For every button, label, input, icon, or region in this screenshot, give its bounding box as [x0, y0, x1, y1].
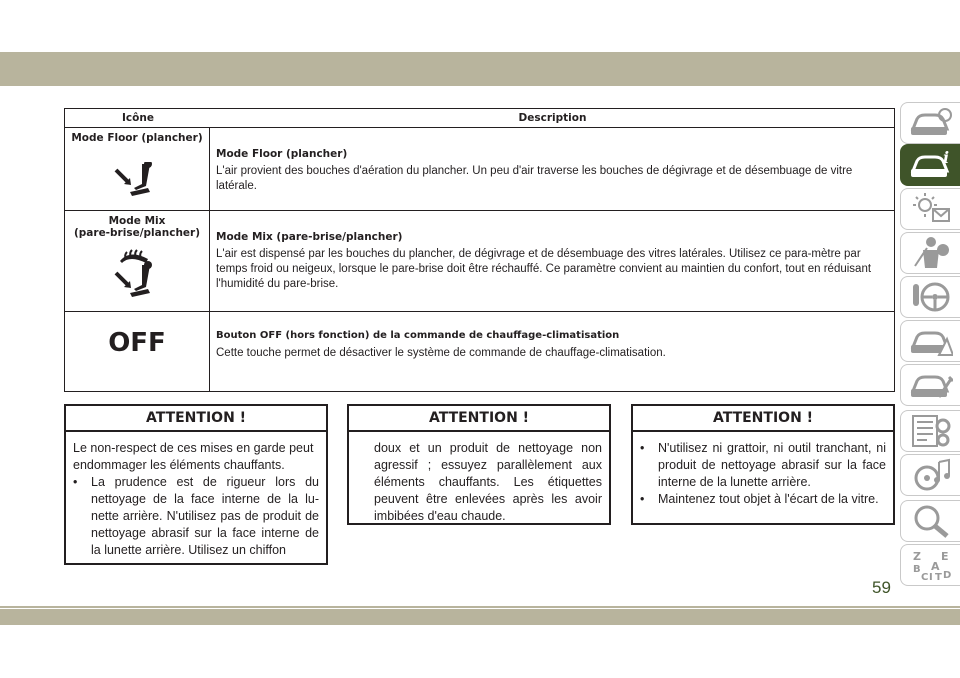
index-letter: T — [934, 572, 942, 582]
index-letter: C — [920, 572, 928, 582]
header-description: Description — [518, 112, 587, 124]
nav-tab-multimedia[interactable] — [900, 454, 960, 496]
bullet-text: Maintenez tout objet à l'écart de la vitre. — [658, 492, 879, 506]
roadside-warning-icon — [909, 325, 953, 357]
attention-title: ATTENTION ! — [349, 406, 609, 432]
table-row — [65, 211, 894, 312]
index-icon — [909, 548, 953, 582]
bullet-text: N'utilisez ni grattoir, ni outil tranchant, ni produit de nettoyage abrasif sur la face interne de la lunette arrière. — [658, 441, 886, 489]
safety-airbag-icon — [909, 236, 953, 270]
table-header — [65, 109, 894, 128]
attention-box-3 — [631, 404, 895, 525]
row-description: L'air est dispensé par les bouches du plancher, de dégivrage et de désembuage des vitres latérales. Utilisez ce para-mètre par temps froid ou neigeux, lorsque le pare-brise doit être réchauffé. Ce paramètre convient au maintien du confort, tout en réduisant l'humidité du pare-brise. — [216, 248, 872, 290]
floor-mode-icon — [112, 162, 162, 198]
mix-mode-icon — [112, 247, 162, 299]
index-letter: Z — [912, 550, 921, 563]
attention-title: ATTENTION ! — [66, 406, 326, 432]
row-description: L'air provient des bouches d'aération du plancher. Un peu d'air traverse les bouches de dégivrage et de désembuage de vitre latérale. — [216, 165, 853, 192]
top-header-band — [0, 52, 960, 86]
nav-tab-search[interactable] — [900, 500, 960, 542]
attention-intro: Le non-respect de ces mises en garde peut endommager les éléments chauffants. — [73, 441, 314, 472]
svg-text:i: i — [942, 149, 949, 167]
nav-tab-car-i[interactable] — [900, 144, 960, 186]
off-button-icon: OFF — [108, 328, 166, 358]
car-i-icon — [909, 149, 953, 181]
nav-tab-specifications[interactable] — [900, 410, 960, 452]
climate-modes-table — [64, 108, 895, 392]
nav-tab-index[interactable] — [900, 544, 960, 586]
footer-line — [0, 606, 960, 608]
nav-tab-service[interactable] — [900, 364, 960, 406]
attention-box-2 — [347, 404, 611, 525]
index-letter: D — [942, 570, 951, 581]
nav-tab-warning-lights[interactable] — [900, 188, 960, 230]
row-title: Bouton OFF (hors fonction) de la commande de chauffage-climatisation — [216, 330, 620, 341]
table-row — [65, 128, 894, 211]
header-icon: Icône — [122, 112, 154, 124]
nav-tab-safety[interactable] — [900, 232, 960, 274]
index-letter: A — [930, 560, 940, 573]
bullet: • — [73, 475, 78, 489]
list-item — [640, 491, 886, 508]
attention-box-1 — [64, 404, 328, 565]
row-title: Mode Floor (plancher) — [216, 148, 348, 160]
multimedia-icon — [909, 458, 953, 492]
attention-title: ATTENTION ! — [633, 406, 893, 432]
list-item — [640, 440, 886, 491]
nav-tab-roadside[interactable] — [900, 320, 960, 362]
bullet-text: La prudence est de rigueur lors du nettoyage de la face interne de la lu-nette arrière. N'utilisez pas de produit de nettoyage abrasif sur la face interne de la lunette arrière. Utilisez un chiffon — [91, 475, 319, 557]
car-service-icon — [909, 369, 953, 401]
bullet: • — [640, 441, 645, 455]
bullet: • — [640, 492, 645, 506]
list-item — [73, 474, 319, 559]
icon-cell-label: Mode Floor (plancher) — [71, 132, 203, 144]
car-info-icon — [909, 107, 953, 139]
page-number: 59 — [872, 578, 891, 597]
search-icon — [909, 504, 953, 538]
row-description: Cette touche permet de désactiver le système de commande de chauffage-climatisation. — [216, 347, 666, 359]
index-letter: I — [928, 572, 933, 582]
warning-lights-icon — [909, 193, 953, 225]
specifications-icon — [909, 414, 953, 448]
footer-band — [0, 609, 960, 625]
icon-cell-label: Mode Mix (pare-brise/plancher) — [73, 215, 201, 239]
row-title: Mode Mix (pare-brise/plancher) — [216, 231, 403, 243]
index-letter: B — [912, 564, 921, 575]
table-row — [65, 312, 894, 391]
nav-tab-car-info[interactable] — [900, 102, 960, 144]
nav-tab-steering[interactable] — [900, 276, 960, 318]
steering-wheel-icon — [909, 280, 953, 314]
attention-continuation: doux et un produit de nettoyage non agressif ; essuyez parallèlement aux éléments chauffants. Les étiquettes peuvent être enlevées après les avoir imbibées d'eau chaude. — [374, 441, 602, 523]
index-letter: E — [940, 550, 949, 563]
